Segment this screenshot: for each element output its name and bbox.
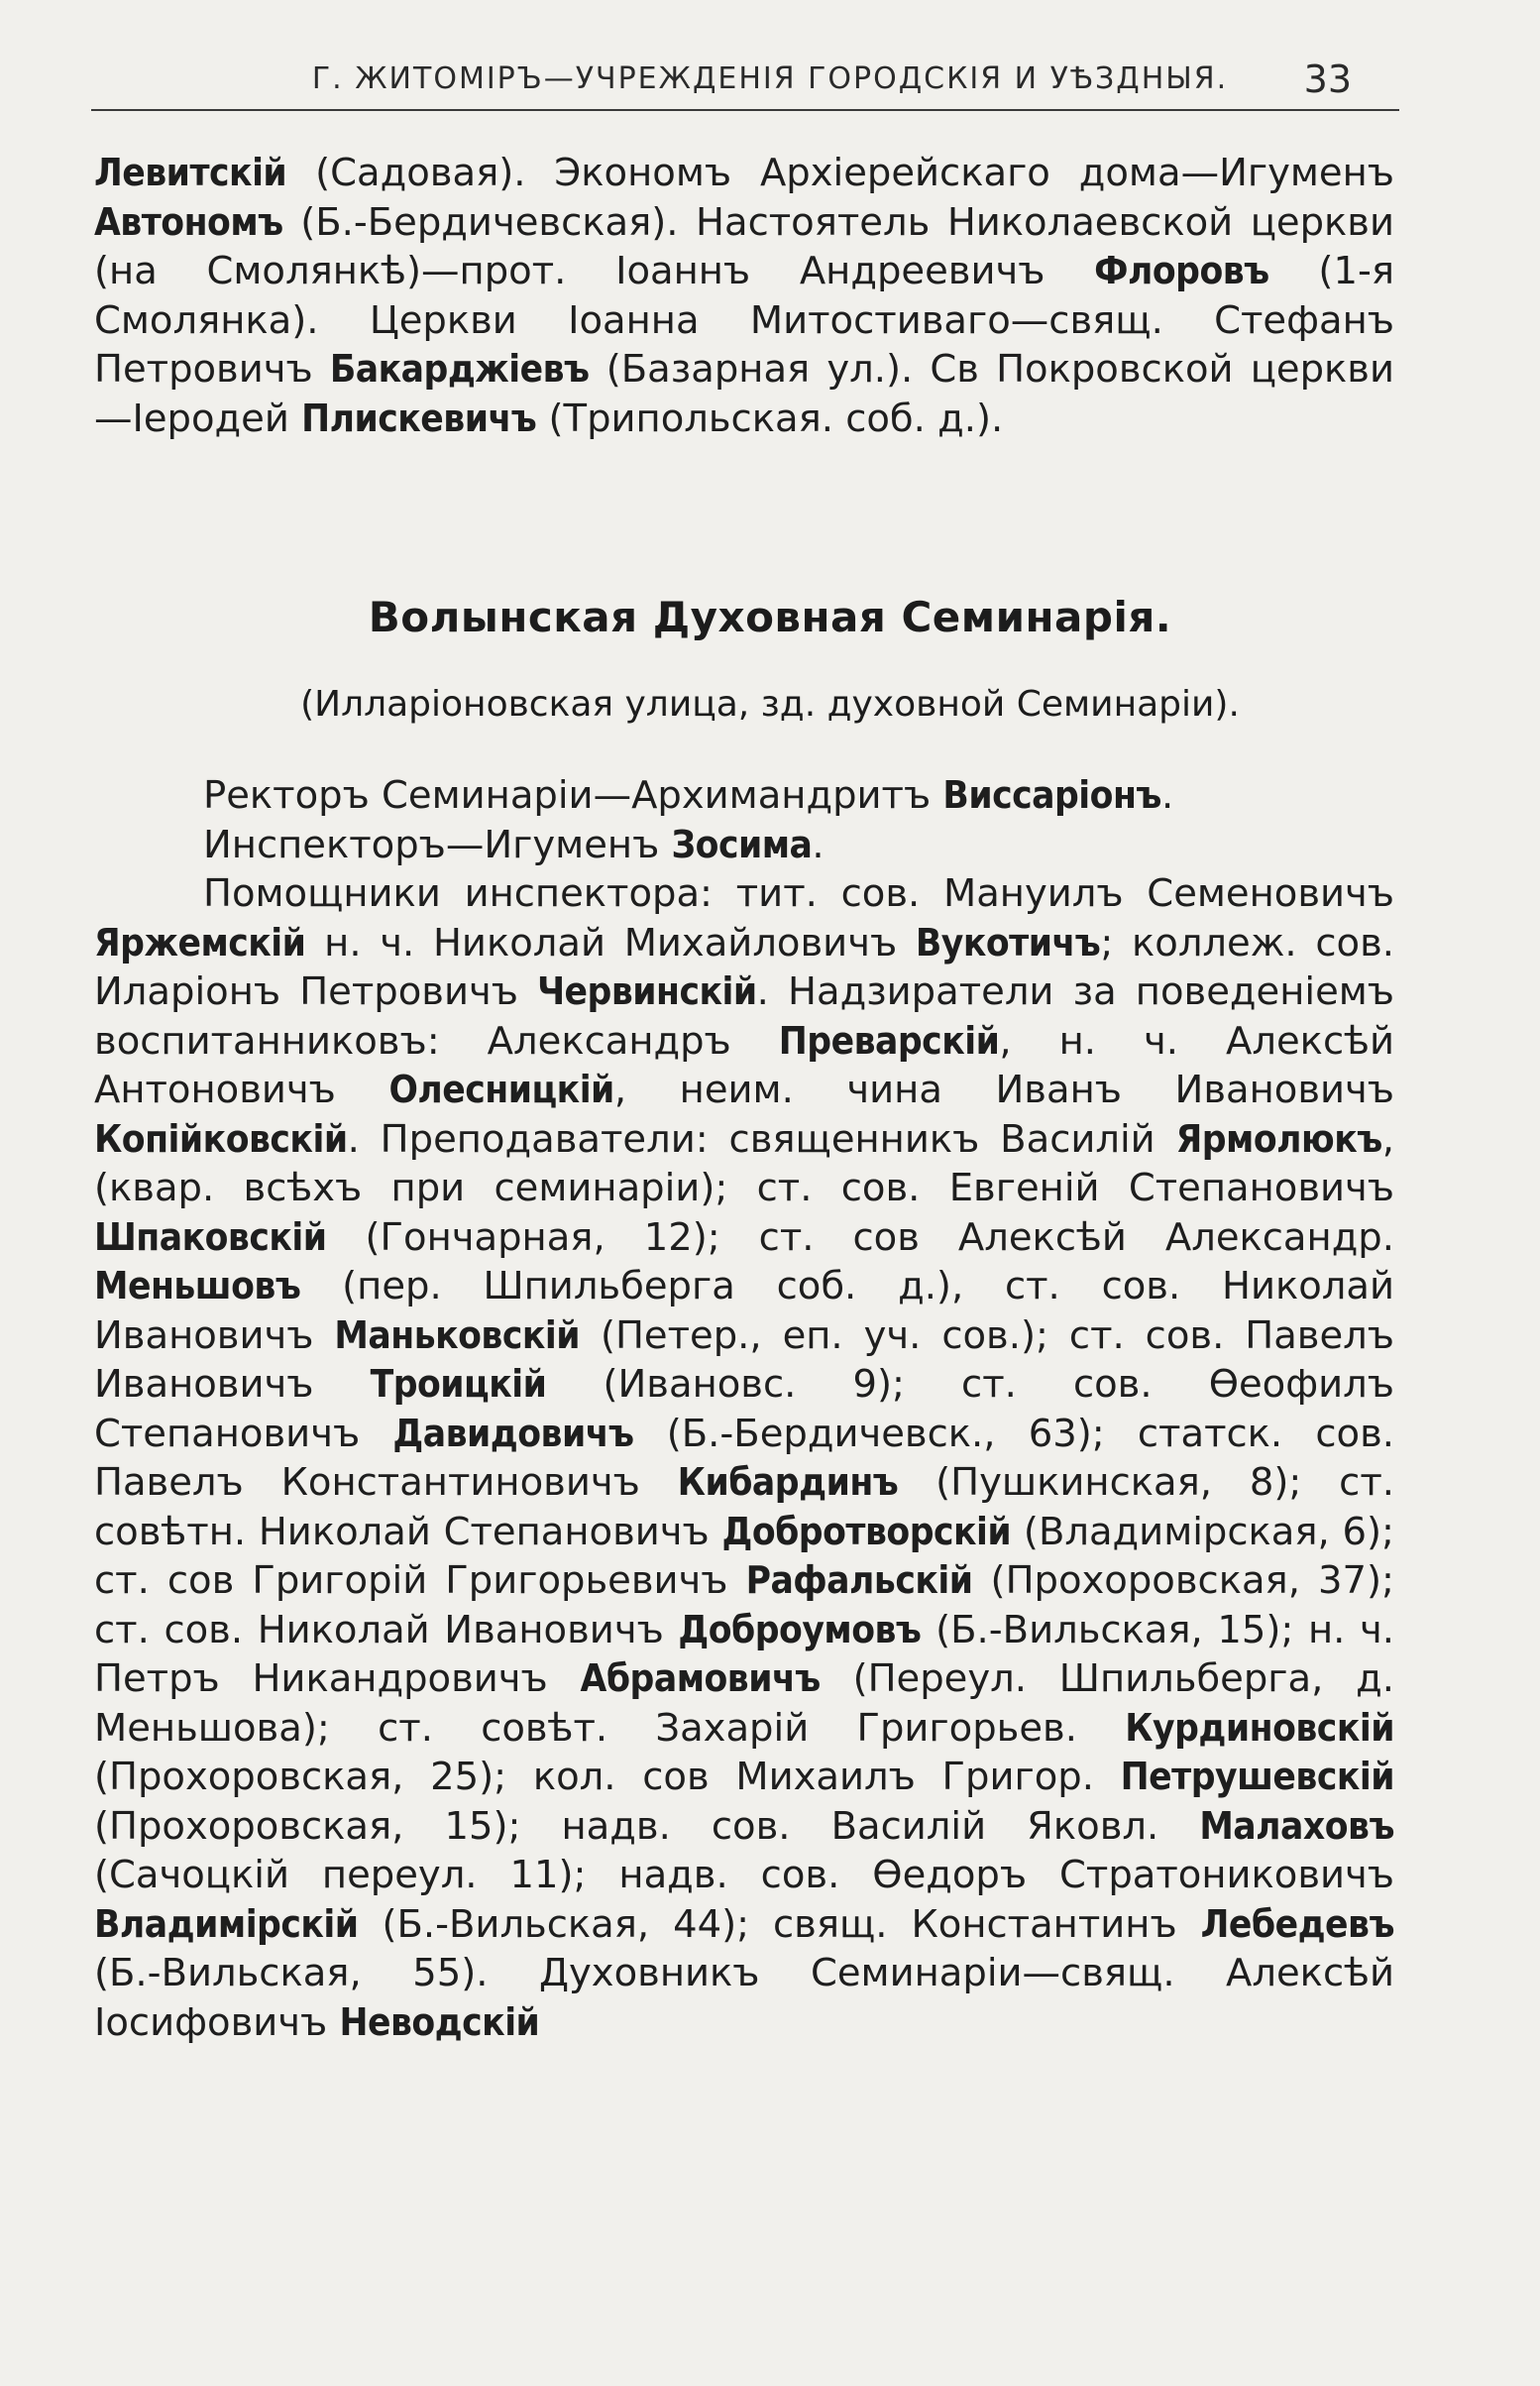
person-surname: Кибардинъ — [677, 1460, 899, 1505]
text-run: (Трипольская. соб. д.). — [536, 396, 1004, 441]
person-surname: Автономъ — [94, 199, 283, 245]
text-run: (Б.-Вильская, 44); свящ. Константинъ — [358, 1901, 1201, 1947]
person-surname: Добротворскій — [721, 1509, 1012, 1554]
person-surname: Неводскій — [339, 1999, 540, 2045]
text-run: (Петер., еп. уч. сов.); ст. сов. Павелъ Ивановичъ — [94, 1312, 1394, 1407]
text-run: (Гончарная, 12); ст. сов Алексѣй Александр. — [326, 1214, 1394, 1260]
text-run: (пер. Шпильберга соб. д.), ст. сов. Николай Ивановичъ — [94, 1264, 1394, 1358]
intro-paragraph — [94, 149, 1394, 443]
person-surname: Владимірскій — [94, 1901, 359, 1947]
person-surname: Виссаріонъ — [942, 773, 1161, 818]
text-run: (Переул. Шпильберга, д. Меньшова); ст. совѣт. Захарій Григорьев. — [94, 1656, 1394, 1751]
person-surname: Червинскій — [537, 969, 757, 1014]
text-run: . — [812, 822, 825, 867]
person-surname: Левитскій — [94, 151, 287, 195]
person-surname: Яржемскій — [94, 920, 306, 966]
person-surname: Лебедевъ — [1200, 1901, 1394, 1947]
person-surname: Зосима — [671, 822, 813, 867]
person-surname: Меньшовъ — [94, 1264, 301, 1308]
text-run: (Б.-Бердичевск., 63); статск. сов. Павелъ Константиновичъ — [94, 1411, 1395, 1505]
text-run: Инспекторъ—Игуменъ — [203, 822, 672, 867]
text-run: (Владимірская, 6); ст. сов Григорій Григорьевичъ — [94, 1509, 1395, 1603]
person-surname: Шпаковскій — [94, 1214, 327, 1260]
person-surname: Ярмолюкъ — [1175, 1116, 1382, 1162]
person-surname: Абрамовичъ — [580, 1656, 821, 1701]
section-title: Волынская Духовная Семинарія. — [368, 593, 1172, 641]
paragraph — [94, 821, 1394, 870]
text-run: ; коллеж. сов. Иларіонъ Петровичъ — [94, 920, 1395, 1014]
text-run: (Базарная ул.). Св Покровской церкви—Іеродей — [94, 347, 1394, 441]
person-surname: Копійковскій — [94, 1116, 348, 1162]
person-surname: Малаховъ — [1199, 1803, 1394, 1849]
text-run: Помощники инспектора: тит. сов. Мануилъ Семеновичъ — [203, 871, 1394, 916]
person-surname: Преварскій — [778, 1018, 1000, 1064]
text-run: (1-я Смолянка). Церкви Іоанна Митостиваго—свящ. Стефанъ Петровичъ — [94, 249, 1394, 392]
text-run: (Прохоровская, 15); надв. сов. Василій Яковл. — [94, 1803, 1200, 1849]
text-run: . Надзиратели за поведеніемъ воспитанниковъ: Александръ — [94, 969, 1395, 1064]
person-surname: Петрушевскій — [1120, 1755, 1394, 1799]
seminary-staff-text — [94, 771, 1394, 2047]
text-run: (Ивановс. 9); ст. сов. Өеофилъ Степановичъ — [94, 1362, 1394, 1456]
person-surname: Рафальскій — [745, 1558, 973, 1603]
text-run: (Б.-Вильская, 55). Духовникъ Семинаріи—свящ. Алексѣй Іосифовичъ — [94, 1951, 1394, 2045]
text-run: , н. ч. Алексѣй Антоновичъ — [94, 1018, 1394, 1112]
person-surname: Бакарджіевъ — [329, 347, 590, 392]
page-number: 33 — [1303, 57, 1352, 101]
text-run: (Прохоровская, 25); кол. сов Михаилъ Григор. — [94, 1755, 1121, 1799]
person-surname: Плискевичъ — [301, 396, 537, 441]
header-rule — [91, 109, 1399, 111]
person-surname: Доброумовъ — [678, 1607, 922, 1652]
person-surname: Олесницкій — [388, 1068, 614, 1112]
text-run: , (квар. всѣхъ при семинаріи); ст. сов. Евгеній Степановичъ — [94, 1116, 1394, 1210]
text-run: (Б.-Бердичевская). Настоятель Николаевской церкви (на Смолянкѣ)—прот. Іоаннъ Андреевичъ — [94, 199, 1394, 293]
text-run: Ректоръ Семинаріи—Архимандритъ — [203, 773, 943, 818]
person-surname: Флоровъ — [1094, 249, 1269, 293]
person-surname: Курдиновскій — [1125, 1705, 1394, 1751]
text-run: . Преподаватели: священникъ Василій — [347, 1116, 1176, 1162]
section-subtitle: (Илларіоновская улица, зд. духовной Семинаріи). — [300, 684, 1240, 725]
paragraph — [94, 869, 1394, 2047]
person-surname: Вукотичъ — [915, 920, 1101, 966]
paragraph — [94, 771, 1394, 821]
text-run: (Пушкинская, 8); ст. совѣтн. Николай Степановичъ — [94, 1460, 1394, 1554]
text-run: . — [1160, 773, 1174, 818]
text-run: , неим. чина Иванъ Ивановичъ — [613, 1068, 1394, 1112]
person-surname: Маньковскій — [334, 1312, 581, 1358]
text-run: (Садовая). Экономъ Архіерейскаго дома—Игуменъ — [286, 151, 1394, 195]
text-run: н. ч. Николай Михайловичъ — [305, 920, 916, 966]
text-run: (Б.-Вильская, 15); н. ч. Петръ Никандровичъ — [94, 1607, 1394, 1701]
person-surname: Давидовичъ — [392, 1411, 634, 1456]
running-header: Г. ЖИТОМІРЪ—УЧРЕЖДЕНІЯ ГОРОДСКІЯ И УѢЗДНЫЯ. — [311, 61, 1229, 96]
text-run: (Прохоровская, 37); ст. сов. Николай Ивановичъ — [94, 1558, 1394, 1652]
text-run: (Сачоцкій переул. 11); надв. сов. Өедоръ Стратониковичъ — [94, 1853, 1394, 1897]
person-surname: Троицкій — [370, 1362, 547, 1407]
paragraph — [94, 149, 1394, 443]
